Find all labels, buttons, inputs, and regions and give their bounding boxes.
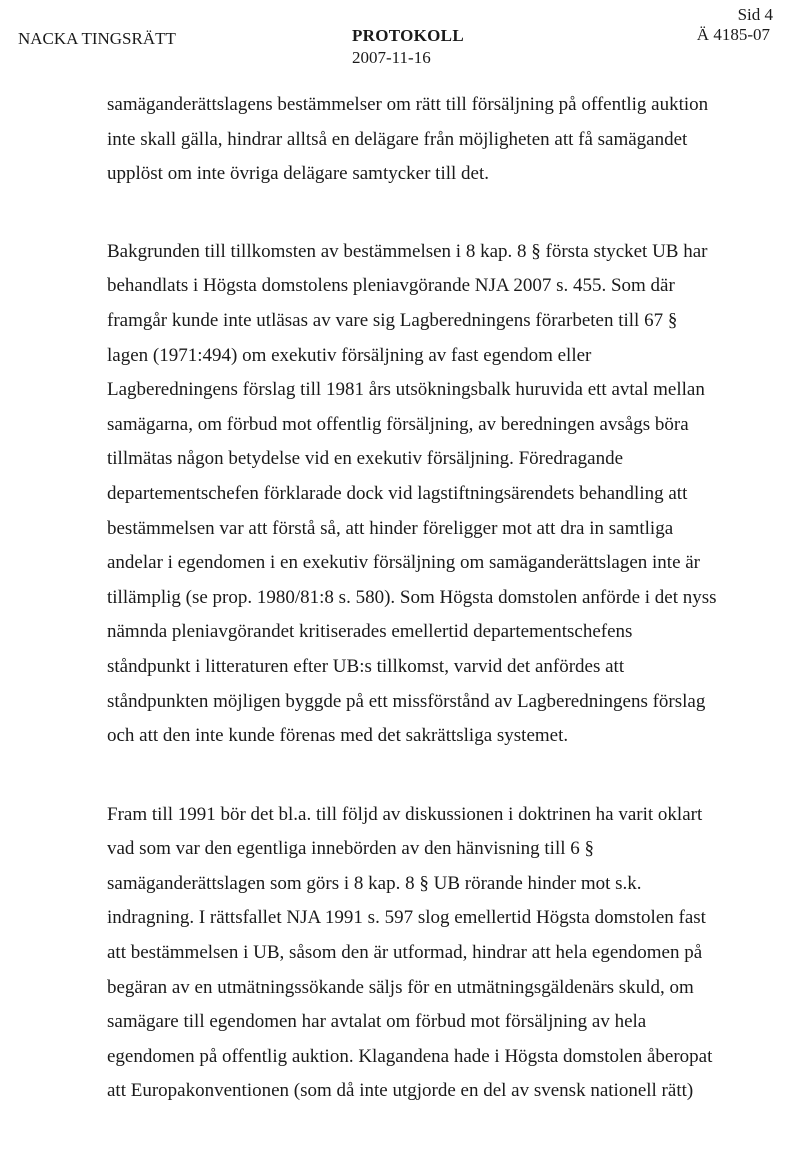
text-line: samägarna, om förbud mot offentlig försäljning, av beredningen avsågs böra xyxy=(107,413,689,435)
paragraph-spacer xyxy=(107,192,767,235)
text-line: indragning. I rättsfallet NJA 1991 s. 597 slog emellertid Högsta domstolen fast xyxy=(107,907,706,929)
page-number: Sid 4 xyxy=(737,5,773,24)
text-line: bestämmelsen var att förstå så, att hinder föreligger mot att dra in samtliga xyxy=(107,517,674,539)
document-title: PROTOKOLL xyxy=(352,26,464,45)
text-line: samäganderättslagen som görs i 8 kap. 8 § UB rörande hinder mot s.k. xyxy=(107,872,642,894)
text-line: upplöst om inte övriga delägare samtycker till det. xyxy=(107,163,490,185)
text-line: Bakgrunden till tillkomsten av bestämmelsen i 8 kap. 8 § första stycket UB har xyxy=(107,240,708,262)
court-name: NACKA TINGSRÄTT xyxy=(18,29,176,48)
document-body xyxy=(107,88,767,1109)
text-line: att Europakonventionen (som då inte utgjorde en del av svensk nationell rätt) xyxy=(107,1080,694,1102)
text-line: och att den inte kunde förenas med det sakrättsliga systemet. xyxy=(107,725,569,747)
text-line: tillämplig (se prop. 1980/81:8 s. 580). Som Högsta domstolen anförde i det nyss xyxy=(107,586,717,608)
text-line: samäganderättslagens bestämmelser om rätt till försäljning på offentlig auktion xyxy=(107,94,709,115)
text-line: Lagberedningens förslag till 1981 års utsökningsbalk huruvida ett avtal mellan xyxy=(107,379,705,401)
text-line: tillmätas någon betydelse vid en exekutiv försäljning. Föredragande xyxy=(107,448,624,470)
text-line: departementschefen förklarade dock vid lagstiftningsärendets behandling att xyxy=(107,482,688,504)
case-number: Ä 4185-07 xyxy=(696,25,770,44)
paragraph-2 xyxy=(107,235,767,754)
text-line: framgår kunde inte utläsas av vare sig Lagberedningens förarbeten till 67 § xyxy=(107,309,678,331)
document-date: 2007-11-16 xyxy=(352,48,431,67)
text-line: egendomen på offentlig auktion. Klagandena hade i Högsta domstolen åberopat xyxy=(107,1045,713,1067)
text-line: vad som var den egentliga innebörden av den hänvisning till 6 § xyxy=(107,838,595,860)
text-line: ståndpunkten möjligen byggde på ett missförstånd av Lagberedningens förslag xyxy=(107,690,706,712)
text-line: inte skall gälla, hindrar alltså en delägare från möjligheten att få samägandet xyxy=(107,128,688,150)
text-line: samägare till egendomen har avtalat om förbud mot försäljning av hela xyxy=(107,1011,647,1033)
paragraph-3 xyxy=(107,798,767,1109)
text-line: ståndpunkt i litteraturen efter UB:s tillkomst, varvid det anfördes att xyxy=(107,655,625,677)
paragraph-spacer xyxy=(107,754,767,798)
paragraph-1 xyxy=(107,88,767,192)
text-line: begäran av en utmätningssökande säljs för en utmätningsgäldenärs skuld, om xyxy=(107,976,694,998)
text-line: lagen (1971:494) om exekutiv försäljning av fast egendom eller xyxy=(107,344,592,366)
text-line: Fram till 1991 bör det bl.a. till följd av diskussionen i doktrinen ha varit oklart xyxy=(107,803,703,825)
text-line: andelar i egendomen i en exekutiv försäljning om samäganderättslagen inte är xyxy=(107,552,701,574)
text-line: behandlats i Högsta domstolens pleniavgörande NJA 2007 s. 455. Som där xyxy=(107,275,675,297)
text-line: nämnda pleniavgörandet kritiserades emellertid departementschefens xyxy=(107,621,633,643)
text-line: att bestämmelsen i UB, såsom den är utformad, hindrar att hela egendomen på xyxy=(107,942,703,964)
